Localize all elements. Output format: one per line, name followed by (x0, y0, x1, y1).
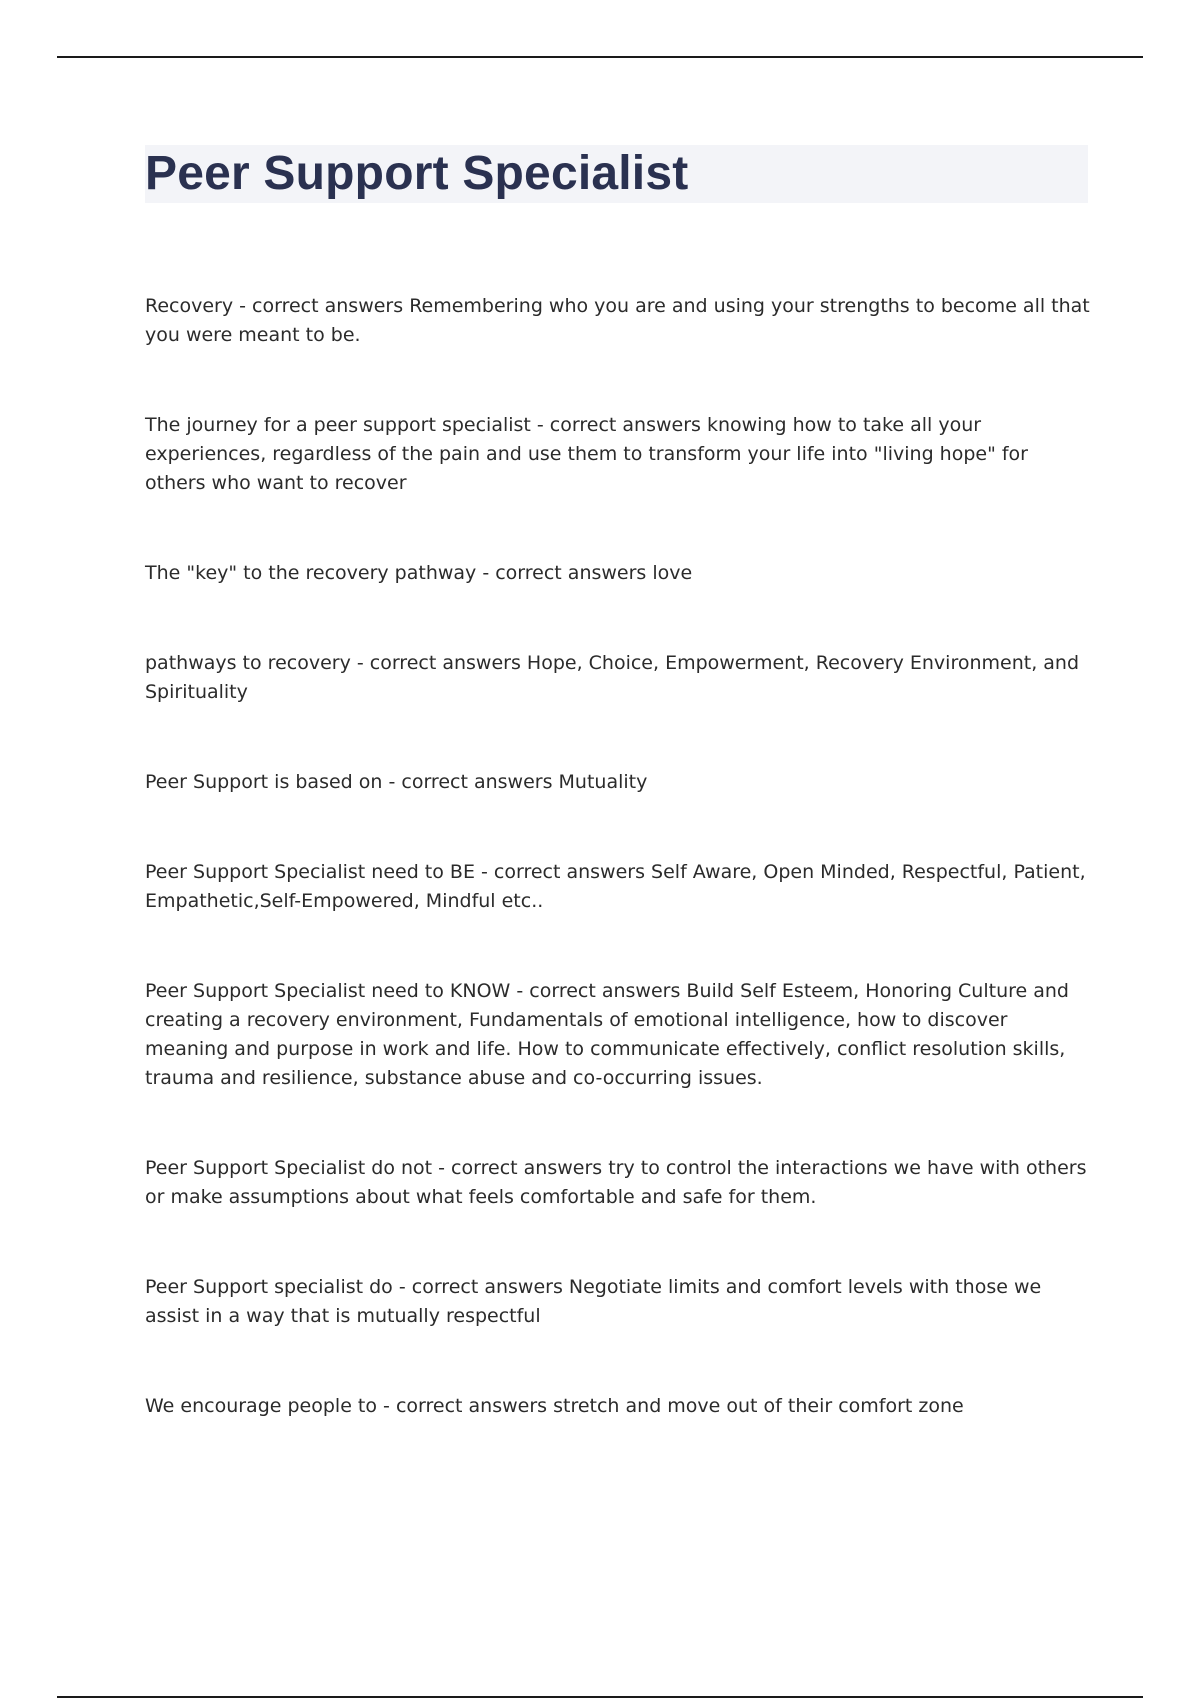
qa-list (145, 292, 1090, 1482)
qa-separator: - correct answers (510, 980, 687, 1002)
qa-answer: Build Self Esteem, Honoring Culture and creating a recovery environment, Fundamentals of emotional intelligence, how to discover meaning and purpose in work and life. How to communicate effectively, conflict resolution skills, trauma and resilience, substance abuse and co-occurring issues. (145, 980, 1069, 1089)
qa-separator: - correct answers (432, 1157, 609, 1179)
qa-item (145, 292, 1090, 350)
page-title: Peer Support Specialist (145, 147, 689, 200)
bottom-rule (57, 1696, 1143, 1698)
qa-answer: Hope, Choice, Empowerment, Recovery Environment, and Spirituality (145, 652, 1080, 703)
qa-separator: - correct answers (474, 861, 652, 883)
qa-answer: try to control the interactions we have with others or make assumptions about what feels comfortable and safe for them. (145, 1157, 1087, 1208)
qa-separator: - correct answers (350, 652, 527, 674)
qa-term: Recovery (145, 295, 234, 317)
qa-answer: Mutuality (558, 771, 648, 793)
qa-separator: - correct answers (233, 295, 410, 317)
qa-item (145, 977, 1090, 1093)
qa-separator: - correct answers (530, 414, 707, 436)
qa-answer: love (652, 562, 693, 584)
qa-item (145, 858, 1090, 916)
qa-item (145, 768, 1090, 797)
qa-term: pathways to recovery (145, 652, 351, 674)
qa-term: Peer Support specialist do (145, 1276, 393, 1298)
qa-term: The "key" to the recovery pathway (145, 562, 477, 584)
qa-answer: Self Aware, Open Minded, Respectful, Patient, Empathetic,Self-Empowered, Mindful etc.. (145, 861, 1086, 912)
qa-term: Peer Support Specialist do not (145, 1157, 433, 1179)
qa-item (145, 1154, 1090, 1212)
qa-term: Peer Support Specialist need to KNOW (145, 980, 511, 1002)
qa-separator: - correct answers (377, 1395, 554, 1417)
qa-answer: Negotiate limits and comfort levels with those we assist in a way that is mutually respectful (145, 1276, 1042, 1327)
qa-item (145, 1392, 1090, 1421)
qa-item (145, 649, 1090, 707)
top-rule (57, 56, 1143, 58)
qa-answer: Remembering who you are and using your strengths to become all that you were meant to be. (145, 295, 1090, 346)
qa-term: Peer Support Specialist need to BE (145, 861, 475, 883)
qa-separator: - correct answers (382, 771, 559, 793)
qa-term: Peer Support is based on (145, 771, 383, 793)
qa-item (145, 559, 1090, 588)
qa-item (145, 1273, 1090, 1331)
qa-separator: - correct answers (476, 562, 653, 584)
qa-answer: stretch and move out of their comfort zone (553, 1395, 964, 1417)
qa-term: We encourage people to (145, 1395, 378, 1417)
qa-item (145, 411, 1090, 498)
qa-separator: - correct answers (392, 1276, 569, 1298)
qa-term: The journey for a peer support specialist (145, 414, 531, 436)
qa-answer: knowing how to take all your experiences, regardless of the pain and use them to transform your life into "living hope" for others who want to recover (145, 414, 1028, 494)
